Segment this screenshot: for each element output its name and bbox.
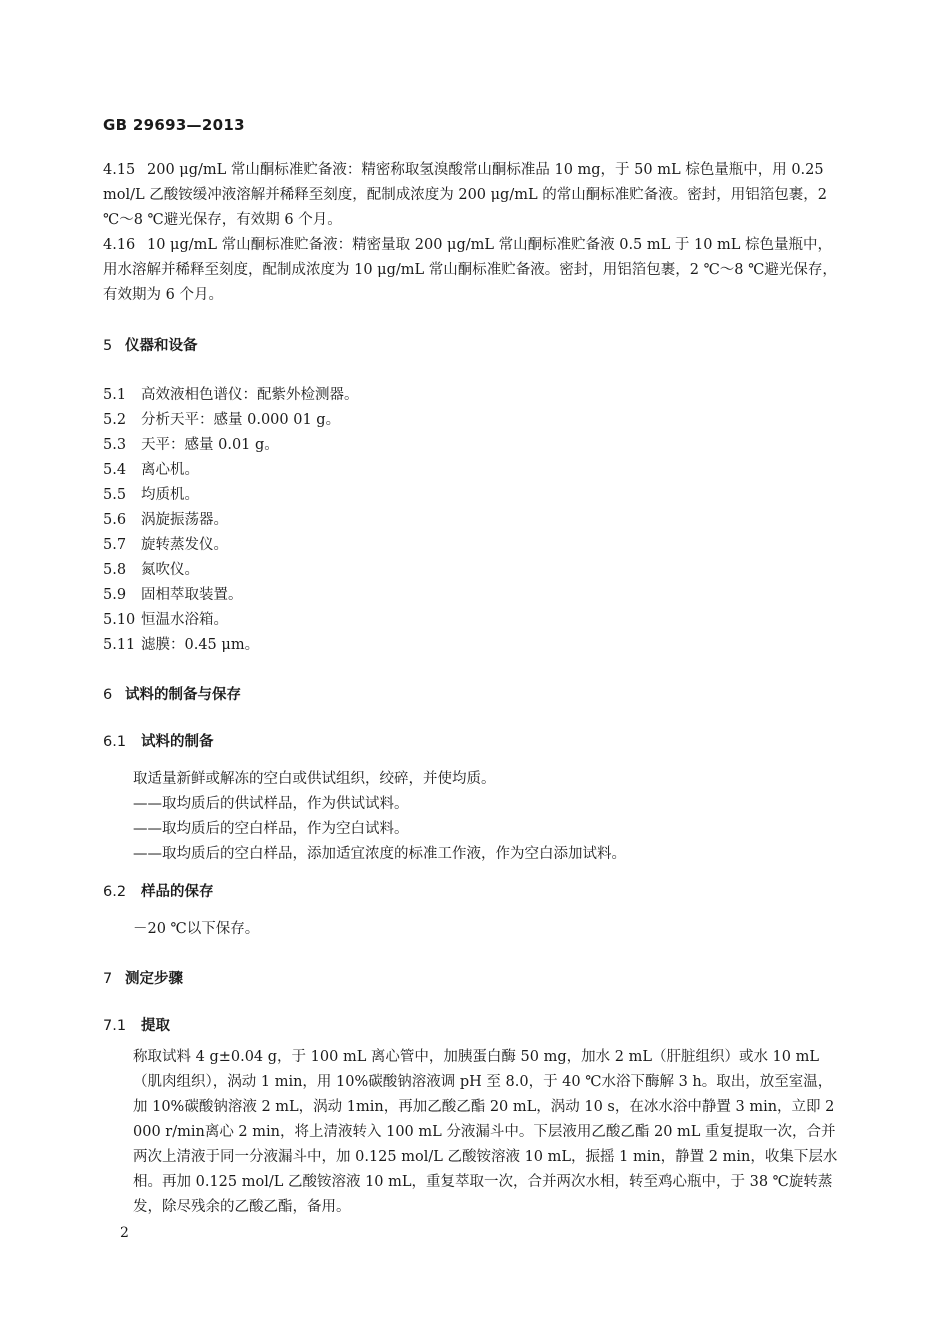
clause-4-16 bbox=[103, 233, 838, 308]
extraction-procedure: 称取试料 4 g±0.04 g，于 100 mL 离心管中，加胰蛋白酶 50 mg，加水 2 mL（肝脏组织）或水 10 mL（肌肉组织），涡动 1 min，用 10%碳酸钠溶液调 pH 至 8.0，于 40 ℃水浴下酶解 3 h。取出，放至室温，加 10%碳酸钠溶液 2 mL，涡动 1min，再加乙酸乙酯 20 mL，涡动 10 s，在冰水浴中静置 3 min，立即 2 000 r/min离心 2 min，将上清液转入 100 mL 分液漏斗中。下层液用乙酸乙酯 20 mL 重复提取一次，合并两次上清液于同一分液漏斗中，加 0.125 mol/L 乙酸铵溶液 10 mL，振摇 1 min，静置 2 min，收集下层水相。再加 0.125 mol/L 乙酸铵溶液 10 mL，重复萃取一次，合并两次水相，转至鸡心瓶中，于 38 ℃旋转蒸发，除尽残余的乙酸乙酯，备用。 bbox=[133, 1049, 838, 1215]
prep-item: ——取均质后的空白样品，作为空白试料。 bbox=[133, 821, 409, 837]
equipment-item: 5.1 高效液相色谱仪：配紫外检测器。 bbox=[103, 387, 359, 403]
equipment-item: 5.11 滤膜：0.45 μm。 bbox=[103, 637, 260, 653]
equipment-item: 5.6 涡旋振荡器。 bbox=[103, 512, 228, 528]
section-heading-7-1: 7.1 提取 bbox=[103, 1018, 170, 1034]
section-heading-7: 7 测定步骤 bbox=[103, 971, 183, 987]
equipment-item: 5.7 旋转蒸发仪。 bbox=[103, 537, 228, 553]
storage-text: －20 ℃以下保存。 bbox=[133, 921, 260, 937]
page-number: 2 bbox=[120, 1225, 129, 1241]
clause-text: 10 μg/mL 常山酮标准贮备液：精密量取 200 μg/mL 常山酮标准贮备液 0.5 mL 于 10 mL 棕色量瓶中，用水溶解并稀释至刻度，配制成浓度为 10 μg/mL 常山酮标准贮备液。密封，用铝箔包裹，2 ℃～8 ℃避光保存，有效期为 6 个月。 bbox=[103, 237, 837, 303]
section-heading-6-2: 6.2 样品的保存 bbox=[103, 884, 214, 900]
equipment-item: 5.4 离心机。 bbox=[103, 462, 199, 478]
section-heading-6-1: 6.1 试料的制备 bbox=[103, 734, 214, 750]
prep-item: ——取均质后的空白样品，添加适宜浓度的标准工作液，作为空白添加试料。 bbox=[133, 846, 626, 862]
clause-number: 4.16 bbox=[103, 237, 136, 253]
clause-text: 200 μg/mL 常山酮标准贮备液：精密称取氢溴酸常山酮标准品 10 mg，于 50 mL 棕色量瓶中，用 0.25 mol/L 乙酸铵缓冲液溶解并稀释至刻度，配制成浓度为 200 μg/mL 的常山酮标准贮备液。密封，用铝箔包裹，2 ℃～8 ℃避光保存，有效期 6 个月。 bbox=[103, 162, 827, 228]
equipment-item: 5.3 天平：感量 0.01 g。 bbox=[103, 437, 279, 453]
equipment-item: 5.10 恒温水浴箱。 bbox=[103, 612, 228, 628]
clause-4-15 bbox=[103, 158, 838, 233]
clause-number: 4.15 bbox=[103, 162, 136, 178]
standard-header: GB 29693—2013 bbox=[103, 116, 245, 134]
section-heading-5: 5 仪器和设备 bbox=[103, 338, 198, 354]
section-heading-6: 6 试料的制备与保存 bbox=[103, 687, 241, 703]
prep-item: ——取均质后的供试样品，作为供试试料。 bbox=[133, 796, 409, 812]
prep-intro: 取适量新鲜或解冻的空白或供试组织，绞碎，并使均质。 bbox=[133, 771, 496, 787]
equipment-item: 5.2 分析天平：感量 0.000 01 g。 bbox=[103, 412, 341, 428]
equipment-item: 5.5 均质机。 bbox=[103, 487, 199, 503]
equipment-item: 5.8 氮吹仪。 bbox=[103, 562, 199, 578]
equipment-item: 5.9 固相萃取装置。 bbox=[103, 587, 243, 603]
